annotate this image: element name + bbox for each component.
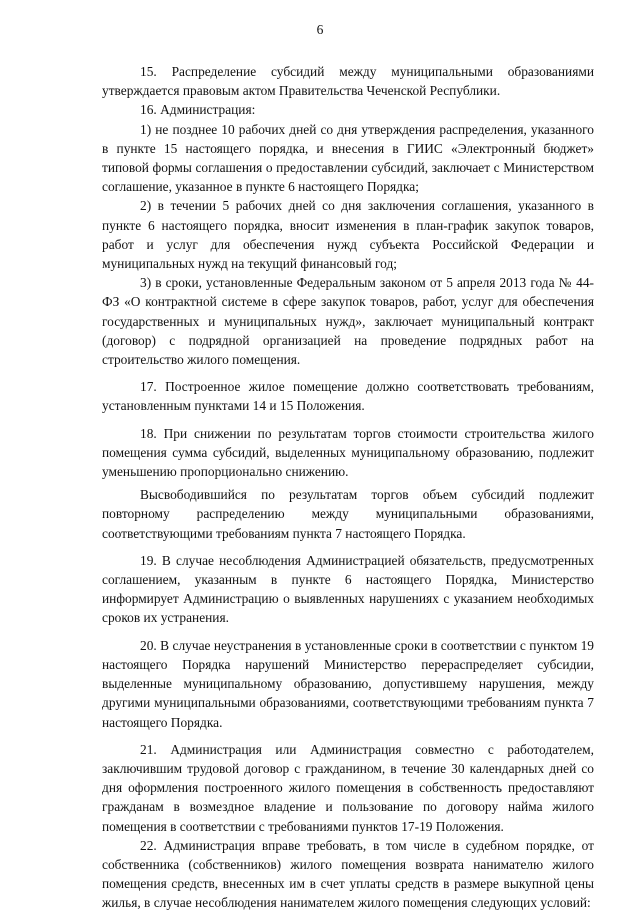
paragraph-15: 15. Распределение субсидий между муниципальными образованиями утверждается правовым актом Правительства Чеченской Республики. [102,64,594,99]
paragraph-20: 20. В случае неустранения в установленные сроки в соответствии с пунктом 19 настоящего Порядка нарушений Министерство перераспределяет субсидии, выделенные муниципальному образованию, допустившему нарушения, между другими муниципальными образованиями, соответствующими требованиям пункта 7 настоящего Порядка. [102,637,594,730]
paragraph-16-item-2: 2) в течении 5 рабочих дней со дня заключения соглашения, указанного в пункте 6 настоящего порядка, вносит изменения в план-график закупок товаров, работ и услуг для обеспечения нужд субъекта Российской Федерации и муниципальных нужд на текущий финансовый год; [102,198,594,272]
page-number: 6 [316,22,324,37]
paragraph-16-item-1: 1) не позднее 10 рабочих дней со дня утверждения распределения, указанного в пункте 15 настоящего порядка, и внесения в ГИИС «Электронный бюджет» типовой формы соглашения о предоставлении субсидий, заключает с Министерством соглашение, указанное в пункте 6 настоящего Порядка; [102,121,594,195]
paragraph-21: 21. Администрация или Администрация совместно с работодателем, заключившим трудовой договор с гражданином, в течение 30 календарных дней со дня оформления построенного жилого помещения в собственность предоставляют гражданам в возмездное владение и пользование по договору найма жилого помещения в соответствии с требованиями пунктов 17-19 Положения. [102,741,594,834]
paragraph-17: 17. Построенное жилое помещение должно соответствовать требованиям, установленным пунктами 14 и 15 Положения. [102,379,594,414]
paragraph-16-item-3: 3) в сроки, установленные Федеральным законом от 5 апреля 2013 года № 44-ФЗ «О контрактной системе в сфере закупок товаров, работ, услуг для обеспечения государственных и муниципальных нужд», заключает муниципальный контракт (договор) с подрядной организацией на проведение подрядных работ на строительство жилого помещения. [102,275,594,368]
document-body [102,62,594,913]
paragraph-19: 19. В случае несоблюдения Администрацией обязательств, предусмотренных соглашением, указанным в пункте 6 настоящего Порядка, Министерство информирует Администрацию о выявленных нарушениях с указанием необходимых сроков их устранения. [102,552,594,626]
paragraph-18-continuation: Высвободившийся по результатам торгов объем субсидий подлежит повторному распределению между муниципальными образованиями, соответствующими требованиям пункта 7 настоящего Порядка. [102,487,594,541]
paragraph-22: 22. Администрация вправе требовать, в том числе в судебном порядке, от собственника (собственников) жилого помещения возврата нанимателю жилого помещения средств, внесенных им в счет уплаты средств в размере выкупной цены жилья, в случае несоблюдения нанимателем жилого помещения следующих условий: [102,837,594,911]
paragraph-18: 18. При снижении по результатам торгов стоимости строительства жилого помещения сумма субсидий, выделенных муниципальному образованию, подлежит уменьшению пропорционально снижению. [102,425,594,480]
paragraph-16-heading: 16. Администрация: [140,102,256,118]
